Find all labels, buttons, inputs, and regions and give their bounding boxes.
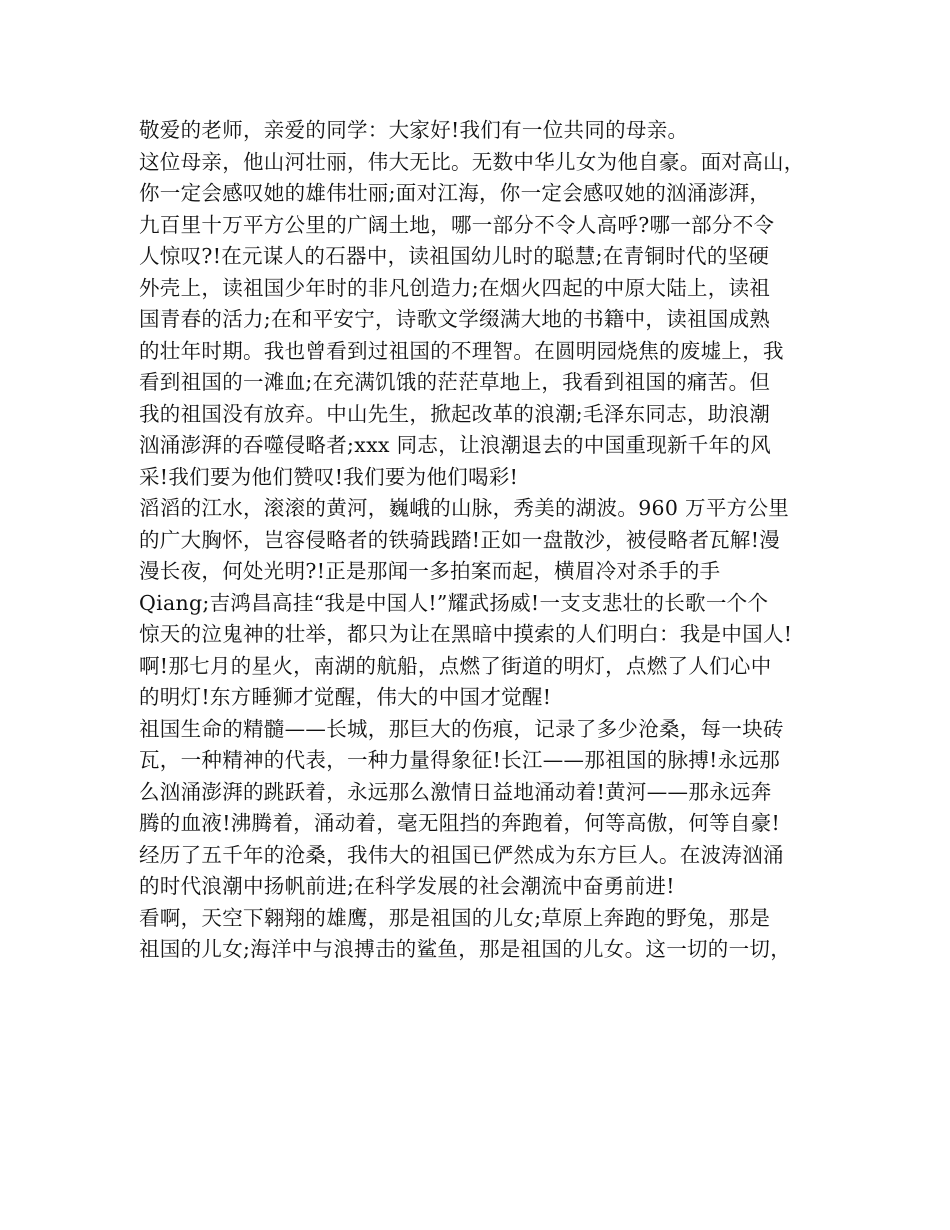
text-line: 的广大胸怀，岂容侵略者的铁骑践踏!正如一盘散沙，被侵略者瓦解!漫	[139, 527, 781, 552]
text-line: 的时代浪潮中扬帆前进;在科学发展的社会潮流中奋勇前进!	[139, 874, 675, 898]
text-line: Qiang;吉鸿昌高挂“我是中国人!”耀武扬威!一支支悲壮的长歌一个个	[139, 590, 769, 615]
text-line: 啊!那七月的星火，南湖的航船，点燃了街道的明灯，点燃了人们心中	[139, 653, 772, 678]
text-line: 看到祖国的一滩血;在充满饥饿的茫茫草地上，我看到祖国的痛苦。但	[139, 370, 771, 394]
text-line: 外壳上，读祖国少年时的非凡创造力;在烟火四起的中原大陆上，读祖	[139, 275, 771, 300]
text-line: 经历了五千年的沧桑，我伟大的祖国已俨然成为东方巨人。在波涛汹涌	[139, 842, 784, 867]
text-line: 祖国生命的精髓——长城，那巨大的伤痕，记录了多少沧桑，每一块砖	[139, 716, 784, 741]
text-line: 滔滔的江水，滚滚的黄河，巍峨的山脉，秀美的湖波。960 万平方公里	[139, 496, 790, 520]
text-line: 的明灯!东方睡狮才觉醒，伟大的中国才觉醒!	[139, 685, 552, 709]
text-line: 国青春的活力;在和平安宁，诗歌文学缀满大地的书籍中，读祖国成熟	[139, 307, 771, 331]
text-line: 祖国的儿女;海洋中与浪搏击的鲨鱼，那是祖国的儿女。这一切的一切，	[139, 937, 792, 961]
text-line: 么汹涌澎湃的跳跃着，永远那么激情日益地涌动着!黄河——那永远奔	[139, 779, 772, 804]
speech-text-body	[139, 115, 829, 966]
text-line: 我的祖国没有放弃。中山先生，掀起改革的浪潮;毛泽东同志，助浪潮	[139, 401, 771, 426]
text-line: 这位母亲，他山河壮丽，伟大无比。无数中华儿女为他自豪。面对高山，	[139, 149, 805, 174]
text-line: 瓦，一种精神的代表，一种力量得象征!长江——那祖国的脉搏!永远那	[139, 748, 781, 772]
text-line: 人惊叹?!在元谋人的石器中，读祖国幼儿时的聪慧;在青铜时代的坚硬	[139, 244, 770, 268]
text-line: 采!我们要为他们赞叹!我们要为他们喝彩!	[139, 464, 519, 489]
text-line: 惊天的泣鬼神的壮举，都只为让在黑暗中摸索的人们明白：我是中国人!	[139, 622, 793, 646]
text-line: 漫长夜，何处光明?!正是那闻一多拍案而起，横眉冷对杀手的手	[139, 559, 721, 583]
text-line: 敬爱的老师，亲爱的同学：大家好!我们有一位共同的母亲。	[139, 118, 689, 142]
text-line: 腾的血液!沸腾着，涌动着，毫无阻挡的奔跑着，何等高傲，何等自豪!	[139, 811, 781, 835]
text-line: 的壮年时期。我也曾看到过祖国的不理智。在圆明园烧焦的废墟上，我	[139, 338, 784, 363]
text-line: 九百里十万平方公里的广阔土地，哪一部分不令人高呼?哪一部分不令	[139, 212, 775, 237]
text-line: 你一定会感叹她的雄伟壮丽;面对江海，你一定会感叹她的汹涌澎湃，	[139, 181, 771, 205]
text-line: 看啊，天空下翱翔的雄鹰，那是祖国的儿女;草原上奔跑的野兔，那是	[139, 905, 771, 930]
text-line: 汹涌澎湃的吞噬侵略者;xxx 同志，让浪潮退去的中国重现新千年的风	[139, 433, 772, 457]
